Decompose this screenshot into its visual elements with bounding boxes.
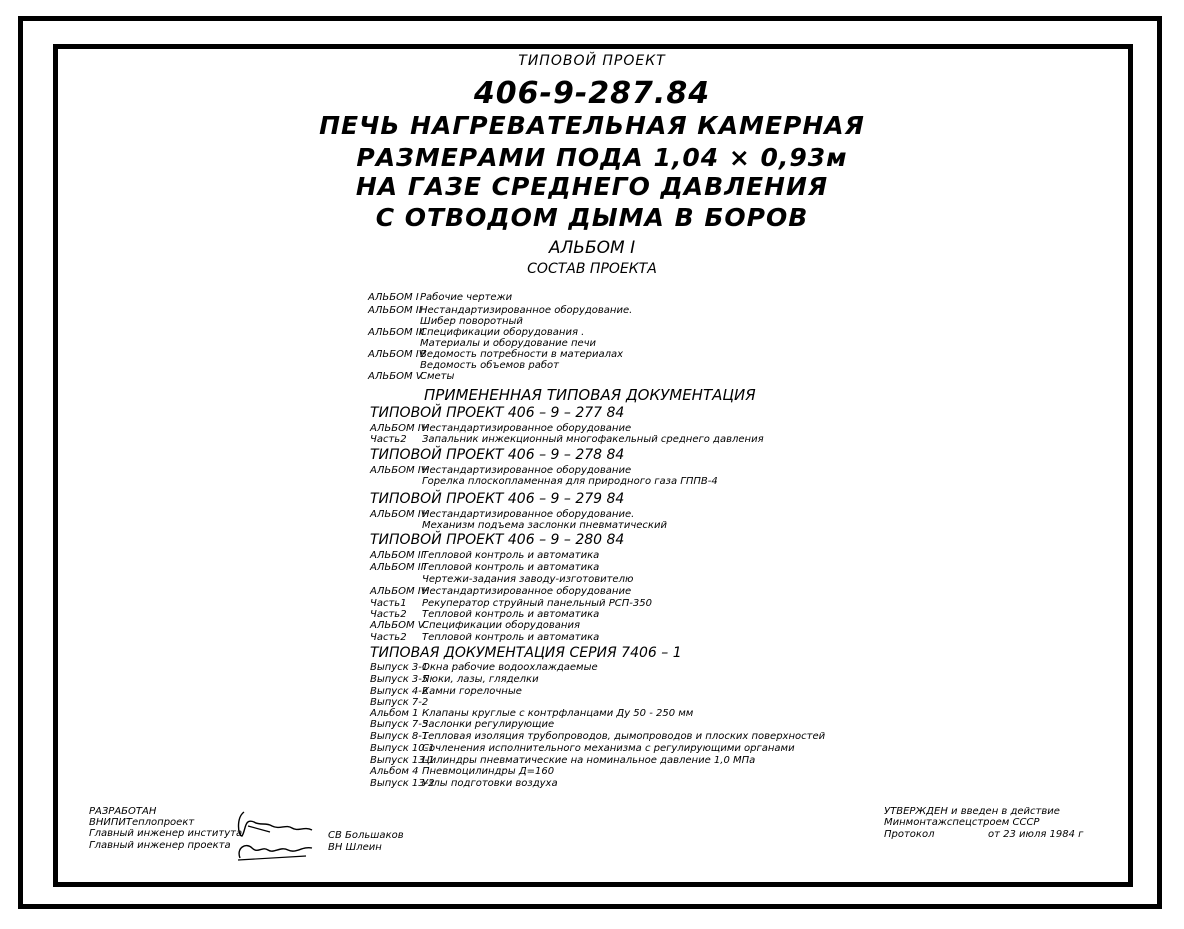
part-label: Часть1 [370,598,407,609]
item-text: Ведомость потребности в материалах [420,349,624,360]
title-line-3: НА ГАЗЕ СРЕДНЕГО ДАВЛЕНИЯ [355,172,829,201]
item-text: Рекуператор струйный панельный РСП-350 [422,598,652,609]
protocol-label: Протокол [884,829,935,840]
title-line-1: ПЕЧЬ НАГРЕВАТЕЛЬНАЯ КАМЕРНАЯ [319,111,865,140]
project-279-header: ТИПОВОЙ ПРОЕКТ 406 – 9 – 279 84 [370,491,625,507]
protocol-date: от 23 июля 1984 г [988,829,1084,840]
developer-label: РАЗРАБОТАН [89,806,157,817]
issue-label: Альбом 1 [370,708,419,719]
item-text: Материалы и оборудование печи [420,338,597,349]
album-label: АЛЬБОМ V [368,371,423,382]
item-text: Узлы подготовки воздуха [422,778,558,789]
album-label: Часть2 [370,434,407,445]
part-label: Часть2 [370,609,407,620]
item-text: Сочленения исполнительного механизма с регулирующими органами [422,743,795,754]
item-text: Механизм подъема заслонки пневматический [422,520,667,531]
issue-label: Выпуск 13-2 [370,778,435,789]
title-line-2: РАЗМЕРАМИ ПОДА 1,04 × 0,93м [356,143,848,172]
issue-label: Альбом 4 [370,766,419,777]
chief-engineer-institute-label: Главный инженер института [89,828,243,839]
album-label: АЛЬБОМ V [370,620,425,631]
item-text: Пневмоцилиндры Д=160 [422,766,555,777]
project-number: 406-9-287.84 [473,76,711,111]
item-text: Нестандартизированное оборудование [422,586,632,597]
item-text: Окна рабочие водоохлаждаемые [422,662,598,673]
issue-label: Выпуск 3-5 [370,674,429,685]
album-label: АЛЬБОМ IV [370,509,428,520]
item-text: Запальник инжекционный многофакельный среднего давления [422,434,764,445]
issue-label: Выпуск 10-1 [370,743,435,754]
item-text: Клапаны круглые с контрфланцами Ду 50 - 250 мм [422,708,694,719]
series-header: ТИПОВАЯ ДОКУМЕНТАЦИЯ СЕРИЯ 7406 – 1 [370,645,682,661]
chief-engineer-project-label: Главный инженер проекта [89,840,231,851]
album-label: АЛЬБОМ I [548,238,636,258]
title-line-4: С ОТВОДОМ ДЫМА В БОРОВ [375,203,809,232]
item-text: Нестандартизированное оборудование [422,465,632,476]
signer-name-2: ВН Шлеин [328,842,382,853]
signer-name-1: СВ Большаков [328,830,404,841]
item-text: Тепловой контроль и автоматика [422,632,600,643]
album-label: АЛЬБОМ II [370,550,424,561]
item-text: Спецификации оборудования . [420,327,585,338]
project-277-header: ТИПОВОЙ ПРОЕКТ 406 – 9 – 277 84 [370,405,625,421]
item-text: Шибер поворотный [420,316,523,327]
item-text: Горелка плоскопламенная для природного газа ГППВ-4 [422,476,718,487]
project-278-header: ТИПОВОЙ ПРОЕКТ 406 – 9 – 278 84 [370,447,625,463]
issue-label: Выпуск 13-1 [370,755,435,766]
item-text: Сметы [420,371,455,382]
issue-label: Выпуск 7-5 [370,719,429,730]
composition-title: СОСТАВ ПРОЕКТА [527,261,657,277]
issue-label: Выпуск 8-1 [370,731,429,742]
item-text: Нестандартизированное оборудование [422,423,632,434]
issue-label: Выпуск 3-1 [370,662,429,673]
item-text: Тепловой контроль и автоматика [422,550,600,561]
applied-docs-title: ПРИМЕНЕННАЯ ТИПОВАЯ ДОКУМЕНТАЦИЯ [424,386,756,404]
album-label: АЛЬБОМ II [368,305,422,316]
part-label: Часть2 [370,632,407,643]
issue-label: Выпуск 4-2 [370,686,429,697]
developer-org: ВНИПИТеплопроект [89,817,195,828]
signature-2 [232,836,322,864]
album-label: АЛЬБОМ III [368,327,425,338]
item-text: Цилиндры пневматические на номинальное давление 1,0 МПа [422,755,756,766]
item-text: Люки, лазы, гляделки [422,674,539,685]
item-text: Тепловой контроль и автоматика [422,609,600,620]
item-text: Рабочие чертежи [420,292,513,303]
album-label: АЛЬБОМ III [370,562,427,573]
album-label: АЛЬБОМ IV [370,586,428,597]
approved-label: УТВЕРЖДЕН и введен в действие [884,806,1060,817]
doc-type: ТИПОВОЙ ПРОЕКТ [518,53,666,69]
album-label: АЛЬБОМ IV [370,423,428,434]
album-label: АЛЬБОМ IV [370,465,428,476]
item-text: Тепловая изоляция трубопроводов, дымопроводов и плоских поверхностей [422,731,826,742]
item-text: Спецификации оборудования [422,620,580,631]
album-label: АЛЬБОМ IV [368,349,426,360]
item-text: Чертежи-задания заводу-изготовителю [422,574,634,585]
project-280-header: ТИПОВОЙ ПРОЕКТ 406 – 9 – 280 84 [370,532,625,548]
item-text: Камни горелочные [422,686,522,697]
item-text: Тепловой контроль и автоматика [422,562,600,573]
album-label: АЛЬБОМ I [368,292,419,303]
issue-label: Выпуск 7-2 [370,697,429,708]
item-text: Ведомость объемов работ [420,360,559,371]
item-text: Нестандартизированное оборудование. [422,509,635,520]
ministry-label: Минмонтажспецстроем СССР [884,817,1040,828]
item-text: Нестандартизированное оборудование. [420,305,633,316]
item-text: Заслонки регулирующие [422,719,555,730]
